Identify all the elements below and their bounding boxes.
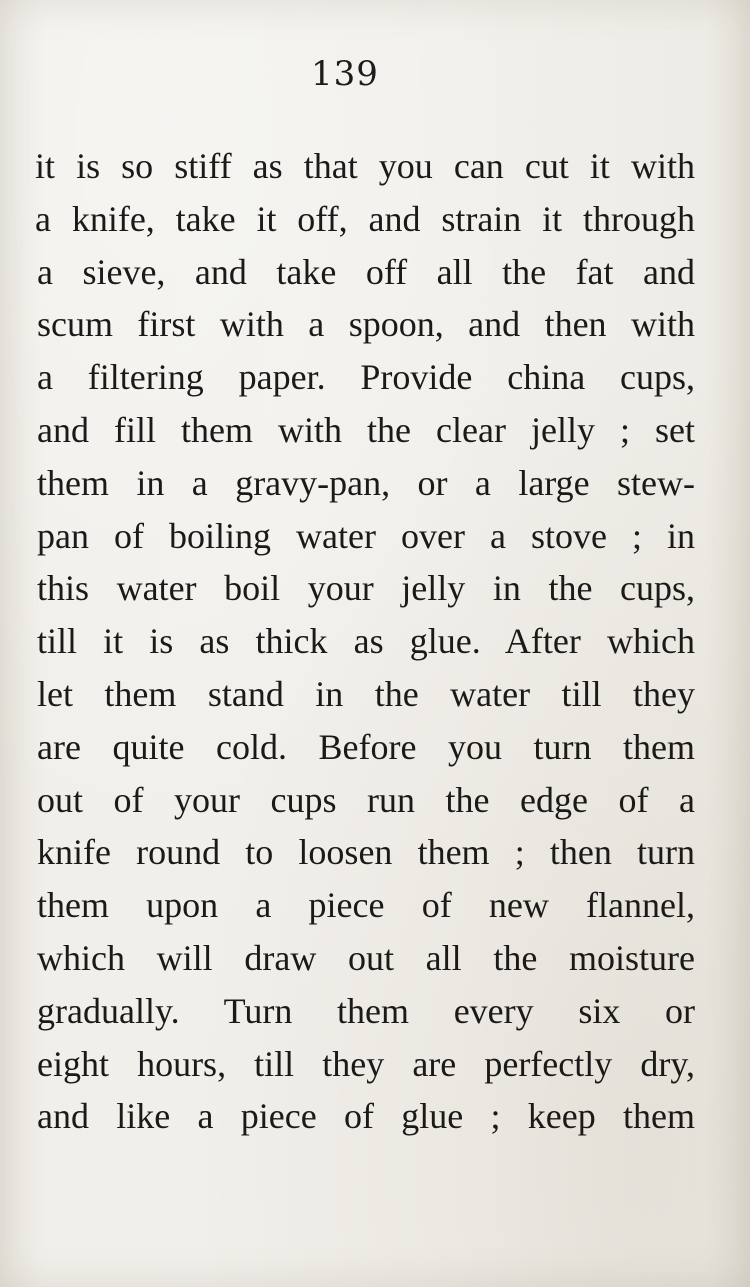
text-line: a knife, take it off, and strain it through <box>35 198 695 239</box>
text-line: pan of boiling water over a stove ; in <box>37 515 695 556</box>
text-line: which will draw out all the moisture <box>37 937 695 978</box>
text-line: this water boil your jelly in the cups, <box>37 568 695 609</box>
text-line: a filtering paper. Provide china cups, <box>37 357 695 398</box>
text-line: out of your cups run the edge of a <box>37 779 695 820</box>
text-line: eight hours, till they are perfectly dry, <box>37 1043 695 1084</box>
text-line: them in a gravy-pan, or a large stew- <box>37 462 695 503</box>
page-number: 139 <box>311 54 379 94</box>
body-text <box>35 140 695 1143</box>
text-line: and fill them with the clear jelly ; set <box>37 409 695 450</box>
text-line: till it is as thick as glue. After which <box>37 621 695 662</box>
text-line: gradually. Turn them every six or <box>37 990 695 1031</box>
text-line: a sieve, and take off all the fat and <box>37 251 695 292</box>
text-line: are quite cold. Before you turn them <box>37 726 695 767</box>
text-line: let them stand in the water till they <box>37 673 695 714</box>
text-line: scum first with a spoon, and then with <box>37 304 695 345</box>
text-line: knife round to loosen them ; then turn <box>37 832 695 873</box>
text-line: them upon a piece of new flannel, <box>37 885 695 926</box>
text-line: and like a piece of glue ; keep them <box>37 1096 695 1137</box>
text-line: it is so stiff as that you can cut it with <box>35 146 695 186</box>
